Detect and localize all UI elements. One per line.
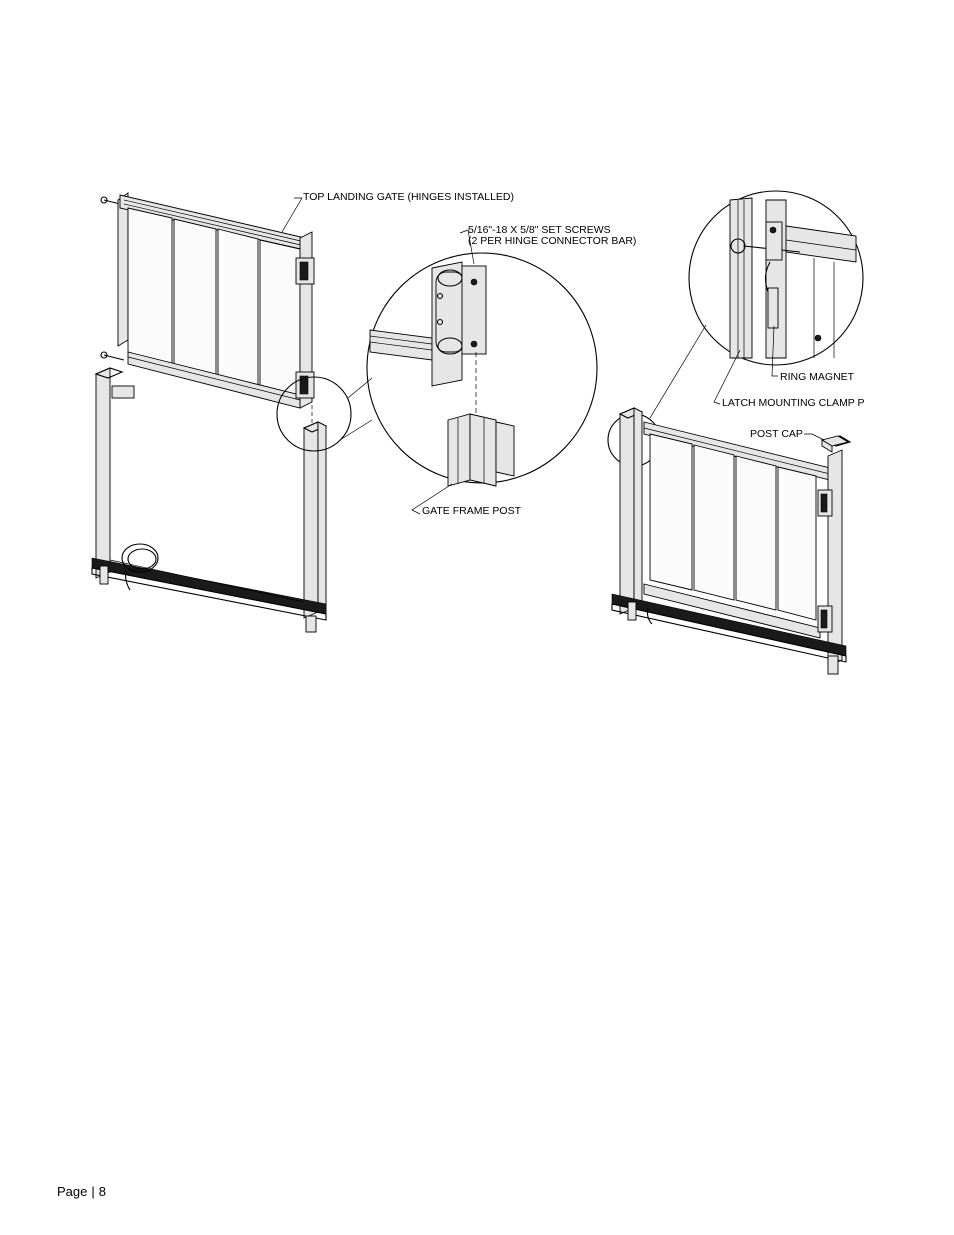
latch-detail-illustration (650, 191, 863, 418)
page-number: 8 (98, 1184, 106, 1199)
top-landing-gate-label: TOP LANDING GATE (HINGES INSTALLED) (303, 191, 515, 203)
page-footer (57, 1184, 106, 1199)
latch-mounting-clamp-label: LATCH MOUNTING CLAMP P (722, 397, 865, 409)
assembled-gate-illustration (608, 408, 850, 674)
page-separator: | (91, 1184, 95, 1199)
post-cap-label: POST CAP (750, 428, 803, 440)
gate-frame-post-label: GATE FRAME POST (422, 505, 521, 517)
set-screws-label: 5/16"-18 X 5/8" SET SCREWS (468, 224, 611, 236)
set-screws-note-label: (2 PER HINGE CONNECTOR BAR) (468, 235, 637, 247)
page-label: Page (57, 1184, 88, 1199)
gate-frame-illustration (92, 368, 326, 632)
ring-magnet-label: RING MAGNET (780, 371, 855, 383)
